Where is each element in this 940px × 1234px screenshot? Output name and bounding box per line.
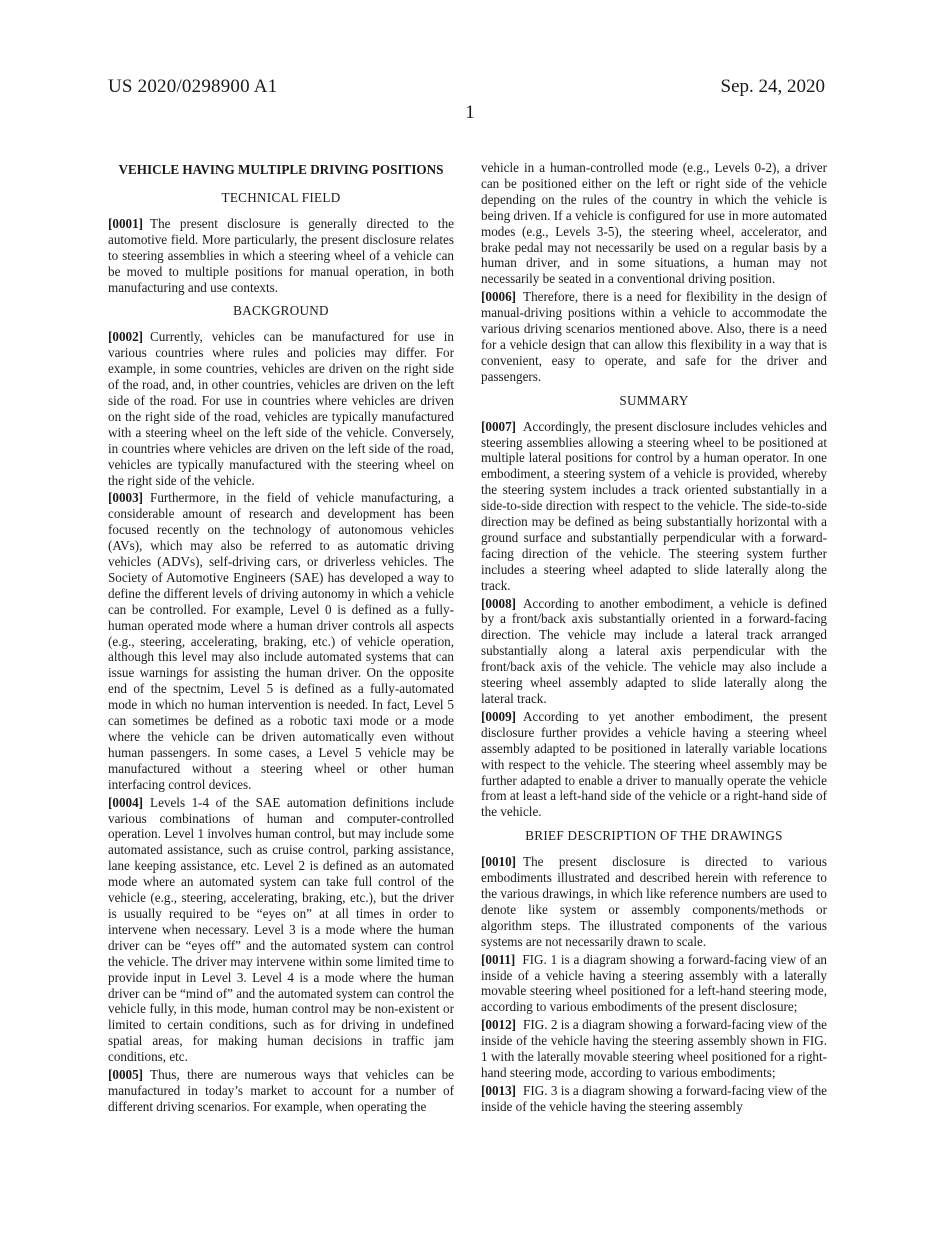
paragraph-text: FIG. 3 is a diagram showing a forward-facing view of the inside of the vehicle having the steering assembly bbox=[481, 1082, 827, 1114]
paragraph-number: [0010] bbox=[481, 854, 517, 870]
paragraph-0001 bbox=[108, 216, 454, 296]
paragraph-text: FIG. 2 is a diagram showing a forward-facing view of the inside of the vehicle having the steering assembly shown in FIG. 1 with the laterally movable steering wheel positioned for a right-hand steering mode, according to various embodiments; bbox=[481, 1017, 827, 1080]
paragraph-number: [0002] bbox=[108, 329, 144, 345]
section-heading-background: BACKGROUND bbox=[233, 303, 329, 319]
paragraph-0012 bbox=[481, 1017, 827, 1081]
section-heading-brief-description: BRIEF DESCRIPTION OF THE DRAWINGS bbox=[525, 828, 783, 844]
paragraph-text: Thus, there are numerous ways that vehicles can be manufactured in today’s market to account for a number of different driving scenarios. For example, when operating the bbox=[108, 1067, 454, 1114]
publication-number: US 2020/0298900 A1 bbox=[108, 76, 278, 97]
left-column bbox=[108, 160, 454, 1117]
paragraph-0005-continued bbox=[481, 160, 827, 287]
paragraph-number: [0007] bbox=[481, 418, 517, 434]
paragraph-number: [0003] bbox=[108, 490, 144, 506]
paragraph-text: Levels 1-4 of the SAE automation definitions include various combinations of human and computer-controlled operation. Level 1 involves human control, but may include some automated assistance, such as cruise control, parking assistance, lane keeping assistance, etc. Level 2 is defined as an automated mode where an automated system can take full control of the vehicle (e.g., steering, accelerating, braking, etc.), but the driver is usually required to be “eyes on” at all times in order to intervene when necessary. Level 3 is a mode where the human driver can be “eyes off” and the automated system can control the vehicle. The driver may intervene within some limited time to provide input in Level 3. Level 4 is a mode where the human driver can be “mind of” and the automated system can control the vehicle fully, in this mode, human control may be non-existent or limited to certain conditions, such as for driving in undefined spatial areas, for making human decisions in traffic jam conditions, etc. bbox=[108, 794, 454, 1065]
paragraph-text: Furthermore, in the field of vehicle manufacturing, a considerable amount of research and development has been focused recently on the technology of autonomous vehicles (AVs), which may also be referred to as automatic driving vehicles (ADVs), self-driving cars, or driverless vehicles. The Society of Automotive Engineers (SAE) has developed a way to define the different levels of driving autonomy in which a vehicle can be controlled. For example, Level 0 is defined as a fully-human operated mode where a human driver controls all aspects (e.g., steering, accelerating, braking, etc.) of vehicle operation, although this level may also include automated systems that can issue warnings for assisting the human driver. On the opposite end of the spectnim, Level 5 is defined as a fully-automated mode in which no human intervention is needed. In fact, Level 5 can sometimes be defined as a robotic taxi mode or a mode where the vehicle can be driven automatically even without human passengers. In some cases, a Level 5 vehicle may be manufactured without a steering wheel or other human interfacing control devices. bbox=[108, 490, 454, 792]
document-title: VEHICLE HAVING MULTIPLE DRIVING POSITIONS bbox=[118, 162, 444, 177]
paragraph-0011 bbox=[481, 952, 827, 1016]
paragraph-number: [0013] bbox=[481, 1082, 517, 1098]
publication-date: Sep. 24, 2020 bbox=[720, 76, 825, 97]
paragraph-0002 bbox=[108, 329, 454, 488]
paragraph-0004 bbox=[108, 795, 454, 1065]
paragraph-text: Accordingly, the present disclosure includes vehicles and steering assemblies allowing a steering wheel to be positioned at multiple lateral positions for control by a human operator. In one embodiment, a steering system of a vehicle is provided, whereby the steering system includes a track oriented substantially in a side-to-side direction with respect to the vehicle. The side-to-side direction may be defined as being substantially horizontal with a ground surface and substantially perpendicular with a forward-facing direction of the vehicle. The steering system further includes a steering wheel adapted to slide laterally along the track. bbox=[481, 418, 827, 593]
page-number: 1 bbox=[465, 102, 475, 123]
paragraph-text: The present disclosure is directed to various embodiments illustrated and described herein with reference to the various drawings, in which like reference numbers are used to denote like system or assembly components/methods or algorithm steps. The illustrated components of the various systems are not necessarily drawn to scale. bbox=[481, 854, 827, 949]
paragraph-0007 bbox=[481, 419, 827, 594]
right-column bbox=[481, 160, 827, 1117]
paragraph-number: [0005] bbox=[108, 1067, 144, 1083]
paragraph-text: FIG. 1 is a diagram showing a forward-facing view of an inside of a vehicle having a steering assembly with a laterally movable steering wheel positioned for a left-hand steering mode, according to various embodiments of the present disclosure; bbox=[481, 951, 827, 1015]
paragraph-text: The present disclosure is generally directed to the automotive field. More particularly, the present disclosure relates to steering assemblies in which a steering wheel of a vehicle can be moved to multiple positions for manual operation, in both manufacturing and use contexts. bbox=[108, 215, 454, 295]
paragraph-0006 bbox=[481, 289, 827, 384]
paragraph-number: [0008] bbox=[481, 595, 517, 611]
paragraph-0009 bbox=[481, 709, 827, 820]
paragraph-text: Therefore, there is a need for flexibility in the design of manual-driving positions within a vehicle to accommodate the various driving scenarios mentioned above. Also, there is a need for a vehicle design that can allow this flexibility in a way that is convenient, easy to operate, and safe for the driver and passengers. bbox=[481, 289, 827, 384]
paragraph-text: According to another embodiment, a vehicle is defined by a front/back axis substantially oriented in a forward-facing direction. The vehicle may include a lateral track arranged substantially along a lateral axis perpendicular with the front/back axis of the vehicle. The vehicle may also include a steering wheel assembly adapted to slide laterally along the lateral track. bbox=[481, 595, 827, 706]
paragraph-number: [0006] bbox=[481, 289, 517, 305]
section-heading-summary: SUMMARY bbox=[619, 392, 689, 408]
paragraph-text: According to yet another embodiment, the present disclosure further provides a vehicle having a steering wheel assembly adapted to be positioned in laterally variable locations with respect to the vehicle. The steering wheel assembly may be further adapted to enable a driver to manually operate the vehicle from at least a left-hand side of the vehicle or a right-hand side of the vehicle. bbox=[481, 708, 827, 820]
paragraph-0008 bbox=[481, 596, 827, 707]
paragraph-number: [0011] bbox=[481, 951, 516, 967]
paragraph-text: vehicle in a human-controlled mode (e.g., Levels 0-2), a driver can be positioned either on the left or right side of the vehicle depending on the rules of the country in which the vehicle is being driven. If a vehicle is configured for use in more automated modes (e.g., Levels 3-5), the steering wheel, accelerator, and brake pedal may not necessarily be used on a regular basis by a human driver, and in some situations, a human may not necessarily be seated in a conventional driving position. bbox=[481, 160, 827, 287]
paragraph-0010 bbox=[481, 854, 827, 949]
paragraph-number: [0004] bbox=[108, 794, 144, 810]
paragraph-text: Currently, vehicles can be manufactured for use in various countries where rules and policies may differ. For example, in some countries, vehicles are driven on the right side of the road, and, in other countries, vehicles are driven on the left side of the road. For use in countries where vehicles are driven on the right side of the road, vehicles are typically manufactured with a steering wheel on the left side of the vehicle. Conversely, in countries where vehicles are driven on the left side of the road, vehicles are typically manufactured with the steering wheel on the right side of the vehicle. bbox=[108, 329, 454, 488]
paragraph-0005 bbox=[108, 1067, 454, 1115]
section-heading-technical-field: TECHNICAL FIELD bbox=[221, 190, 341, 205]
paragraph-0013 bbox=[481, 1083, 827, 1115]
paragraph-number: [0009] bbox=[481, 708, 517, 724]
paragraph-0003 bbox=[108, 490, 454, 792]
paragraph-number: [0001] bbox=[108, 215, 144, 231]
paragraph-number: [0012] bbox=[481, 1017, 517, 1033]
